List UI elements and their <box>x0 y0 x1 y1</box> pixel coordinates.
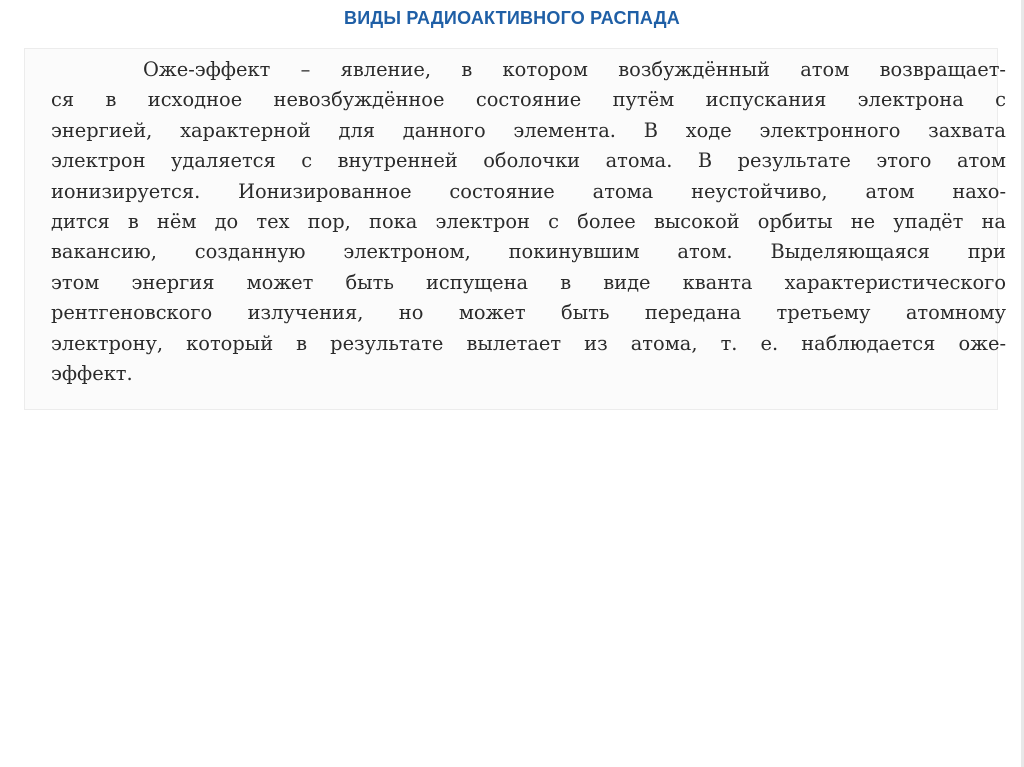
slide-title: ВИДЫ РАДИОАКТИВНОГО РАСПАДА <box>344 8 680 28</box>
text-line: электрону, который в результате вылетает из атома, т. е. наблюдается оже- <box>51 331 1006 355</box>
text-line: вакансию, созданную электроном, покинувшим атом. Выделяющаяся при <box>51 240 1006 264</box>
text-line: Оже-эффект – явление, в котором возбуждённый атом возвращает- <box>143 58 1006 81</box>
text-line: дится в нём до тех пор, пока электрон с более высокой орбиты не упадёт на <box>51 209 1006 233</box>
text-line: ся в исходное невозбуждённое состояние путём испускания электрона с <box>51 88 1006 112</box>
scanned-text-block <box>24 48 1006 410</box>
text-line: ионизируется. Ионизированное состояние атома неустойчиво, атом нахо- <box>51 179 1006 203</box>
text-line: электрон удаляется с внутренней оболочки атома. В результате этого атом <box>51 149 1006 173</box>
paragraph-auger-effect <box>51 55 1006 389</box>
text-line: рентгеновского излучения, но может быть передана третьему атомному <box>51 301 1006 325</box>
text-line: энергией, характерной для данного элемента. В ходе электронного захвата <box>51 118 1006 142</box>
text-line: эффект. <box>51 361 133 385</box>
text-line: этом энергия может быть испущена в виде кванта характеристического <box>51 270 1006 294</box>
